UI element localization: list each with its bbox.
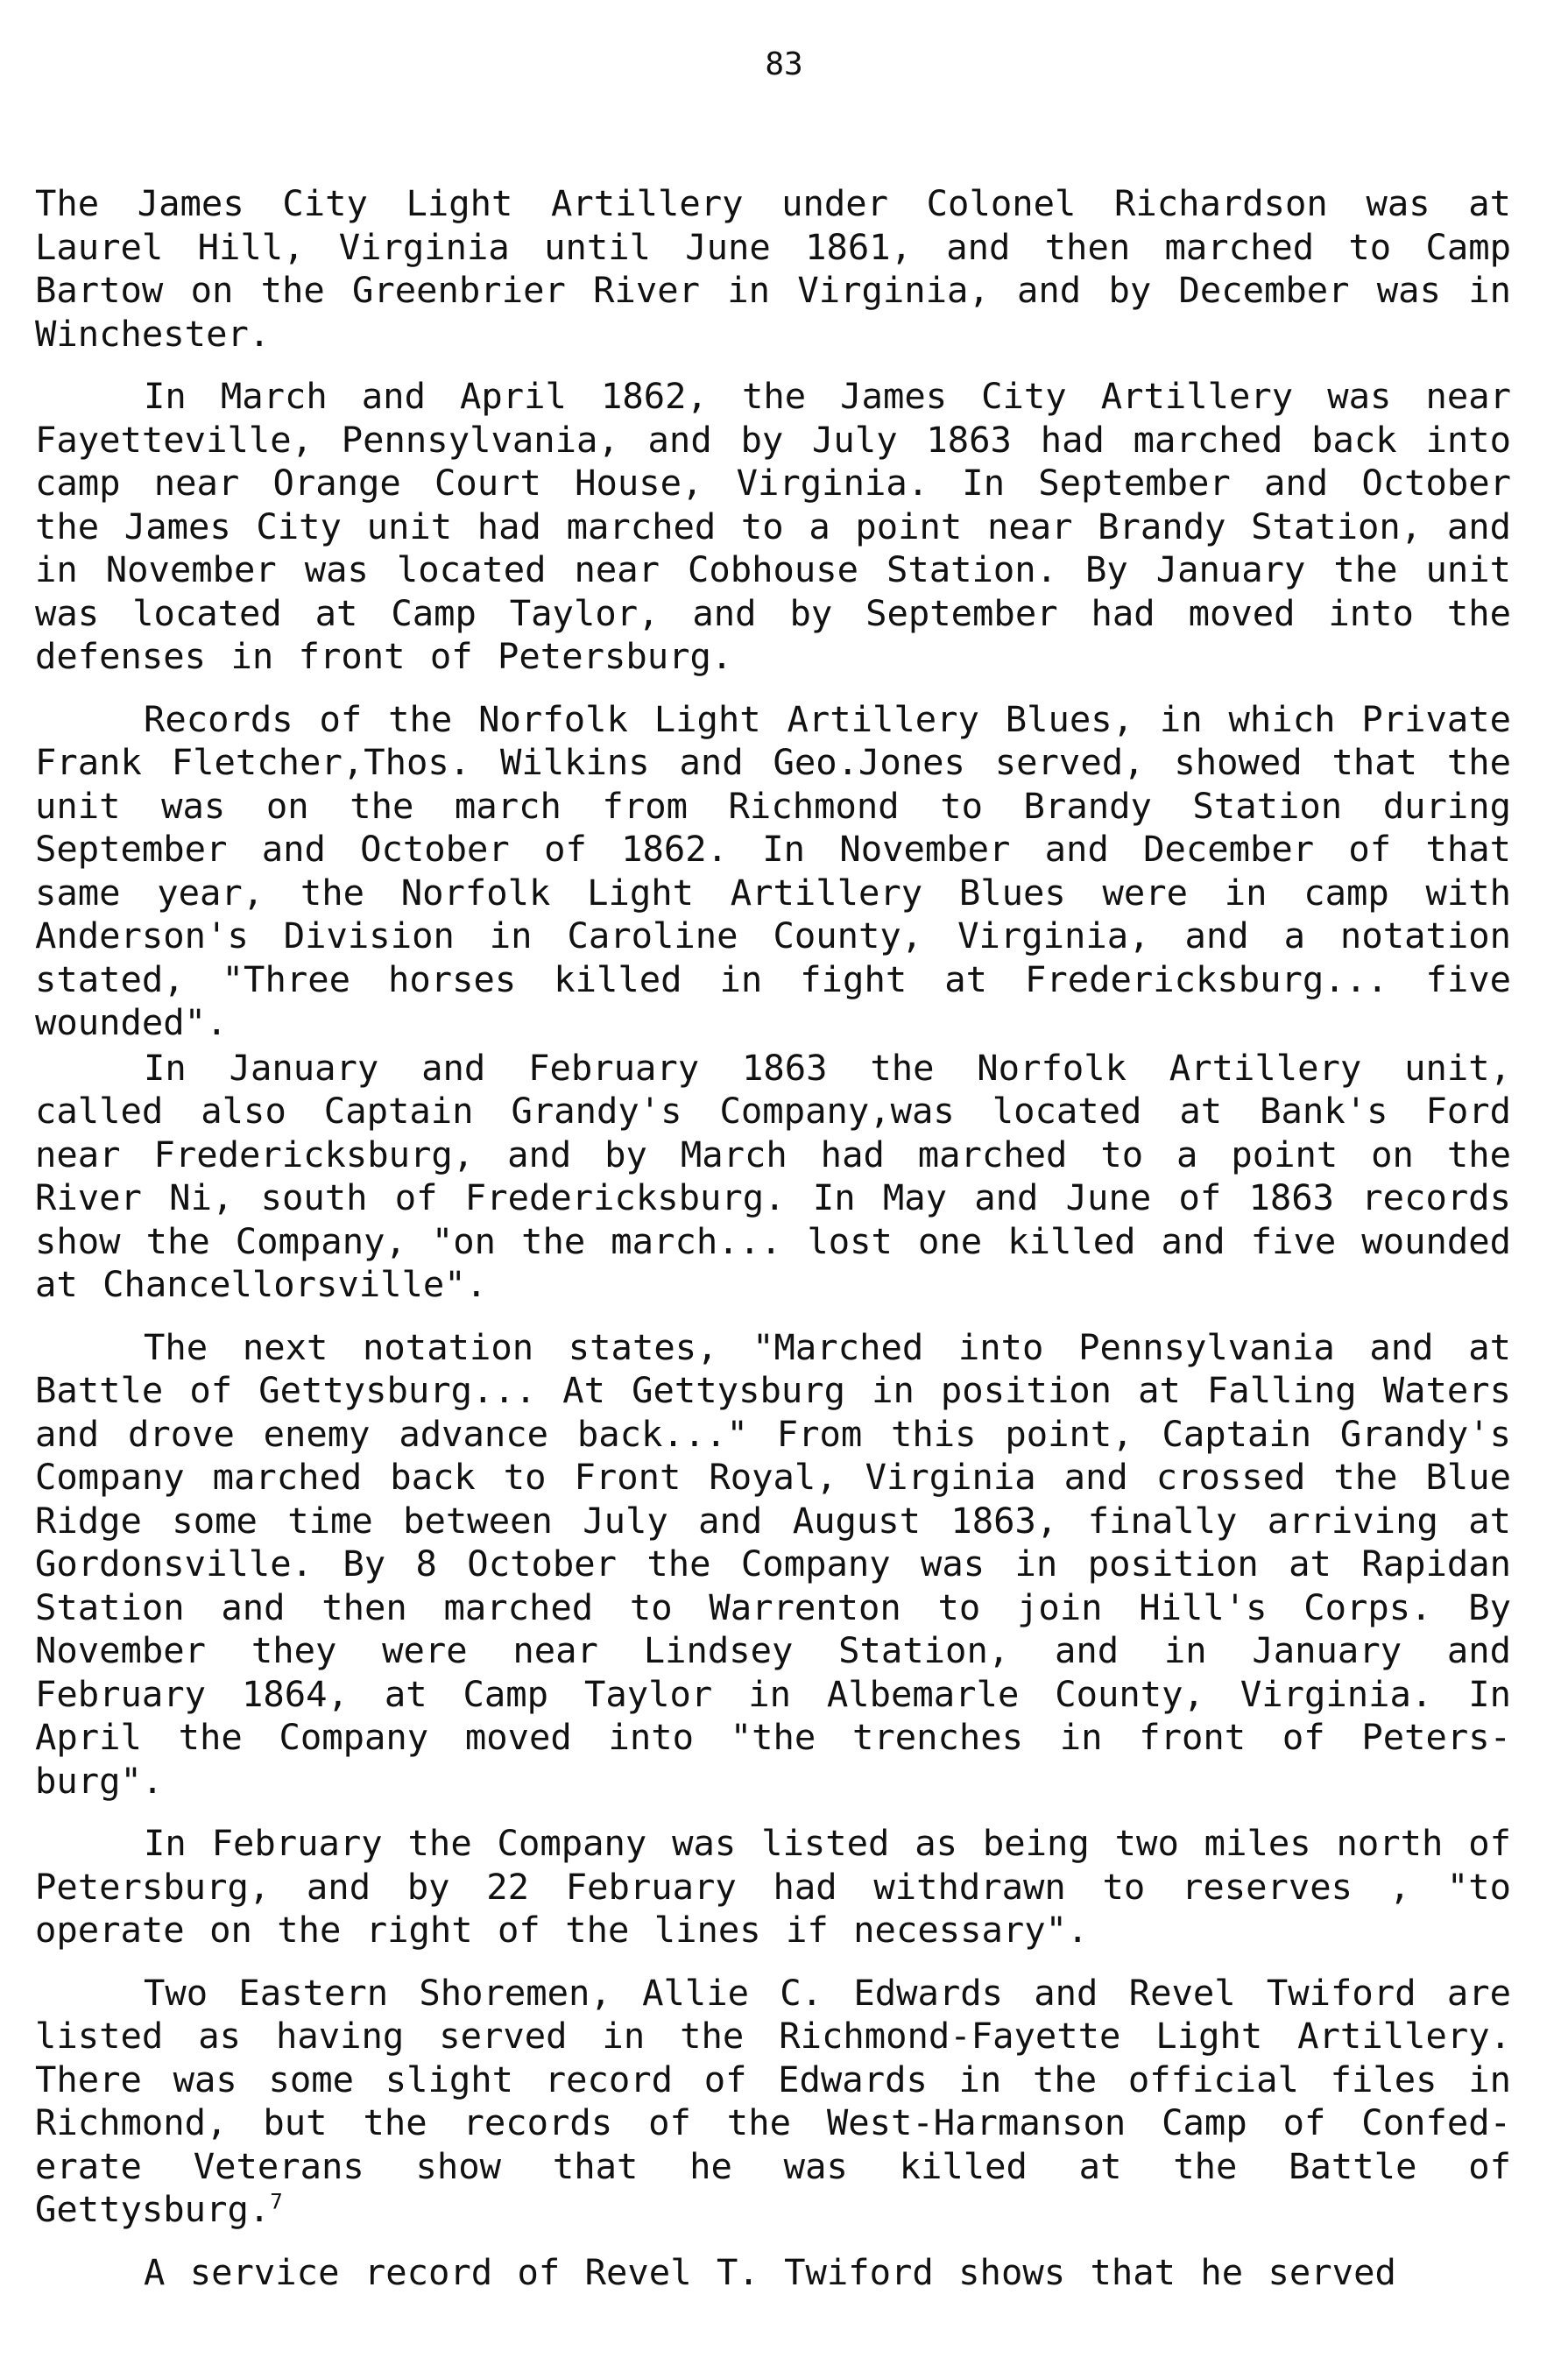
paragraph-james-city-1861: The James City Light Artillery under Colonel Richardson was at Laurel Hill, Virginia until June 1861, and then marched to Camp Bartow on the Greenbrier River in Virginia, and by December was in Winchester. bbox=[35, 182, 1511, 355]
paragraph-petersburg-reserves: In February the Company was listed as being two miles north of Petersburg, and by 22 February had withdrawn to reserves , "to operate on the right of the lines if necessary". bbox=[35, 1822, 1511, 1951]
body-text bbox=[35, 182, 1511, 2313]
paragraph-grandys-company: In January and February 1863 the Norfolk Artillery unit, called also Captain Grandy's Company,was located at Bank's Ford near Fredericksburg, and by March had marched to a point on the River Ni, south of Fredericksburg. In May and June of 1863 records show the Company, "on the march... lost one killed and five wounded at Chancellorsville". bbox=[35, 1046, 1511, 1305]
footnote-reference: 7 bbox=[270, 2189, 283, 2214]
paragraph-twiford-record: A service record of Revel T. Twiford shows that he served bbox=[144, 2250, 1396, 2293]
page-number: 83 bbox=[765, 46, 803, 82]
paragraph-norfolk-blues: Records of the Norfolk Light Artillery Blues, in which Private Frank Fletcher,Thos. Wilkins and Geo.Jones served, showed that the unit was on the march from Richmond to Brandy Station during September and October of 1862. In November and December of that same year, the Norfolk Light Artillery Blues were in camp with Anderson's Division in Caroline County, Virginia, and a notation stated, "Three horses killed in fight at Fredericksburg... five wounded". bbox=[35, 697, 1511, 1043]
paragraph-james-city-1862: In March and April 1862, the James City Artillery was near Fayetteville, Pennsylvania, and by July 1863 had marched back into camp near Orange Court House, Virginia. In September and October the James City unit had marched to a point near Brandy Station, and in November was located near Cobhouse Station. By January the unit was located at Camp Taylor, and by September had moved into the defenses in front of Petersburg. bbox=[35, 375, 1511, 677]
paragraph-eastern-shoremen bbox=[35, 1972, 1511, 2232]
paragraph-eastern-shoremen-text: Two Eastern Shoremen, Allie C. Edwards and Revel Twiford are listed as having served in the Richmond-Fayette Light Artillery. There was some slight record of Edwards in the official files in Richmond, but the records of the West-Harmanson Camp of Confed- erate Veterans show that he was killed at the Battle of Gettysburg. bbox=[35, 1971, 1511, 2230]
paragraph-gettysburg: The next notation states, "Marched into Pennsylvania and at Battle of Gettysburg... At Gettysburg in position at Falling Waters and drove enemy advance back..." From this point, Captain Grandy's Company marched back to Front Royal, Virginia and crossed the Blue Ridge some time between July and August 1863, finally arriving at Gordonsville. By 8 October the Company was in position at Rapidan Station and then marched to Warrenton to join Hill's Corps. By November they were near Lindsey Station, and in January and February 1864, at Camp Taylor in Albemarle County, Virginia. In April the Company moved into "the trenches in front of Peters- burg". bbox=[35, 1325, 1511, 1802]
